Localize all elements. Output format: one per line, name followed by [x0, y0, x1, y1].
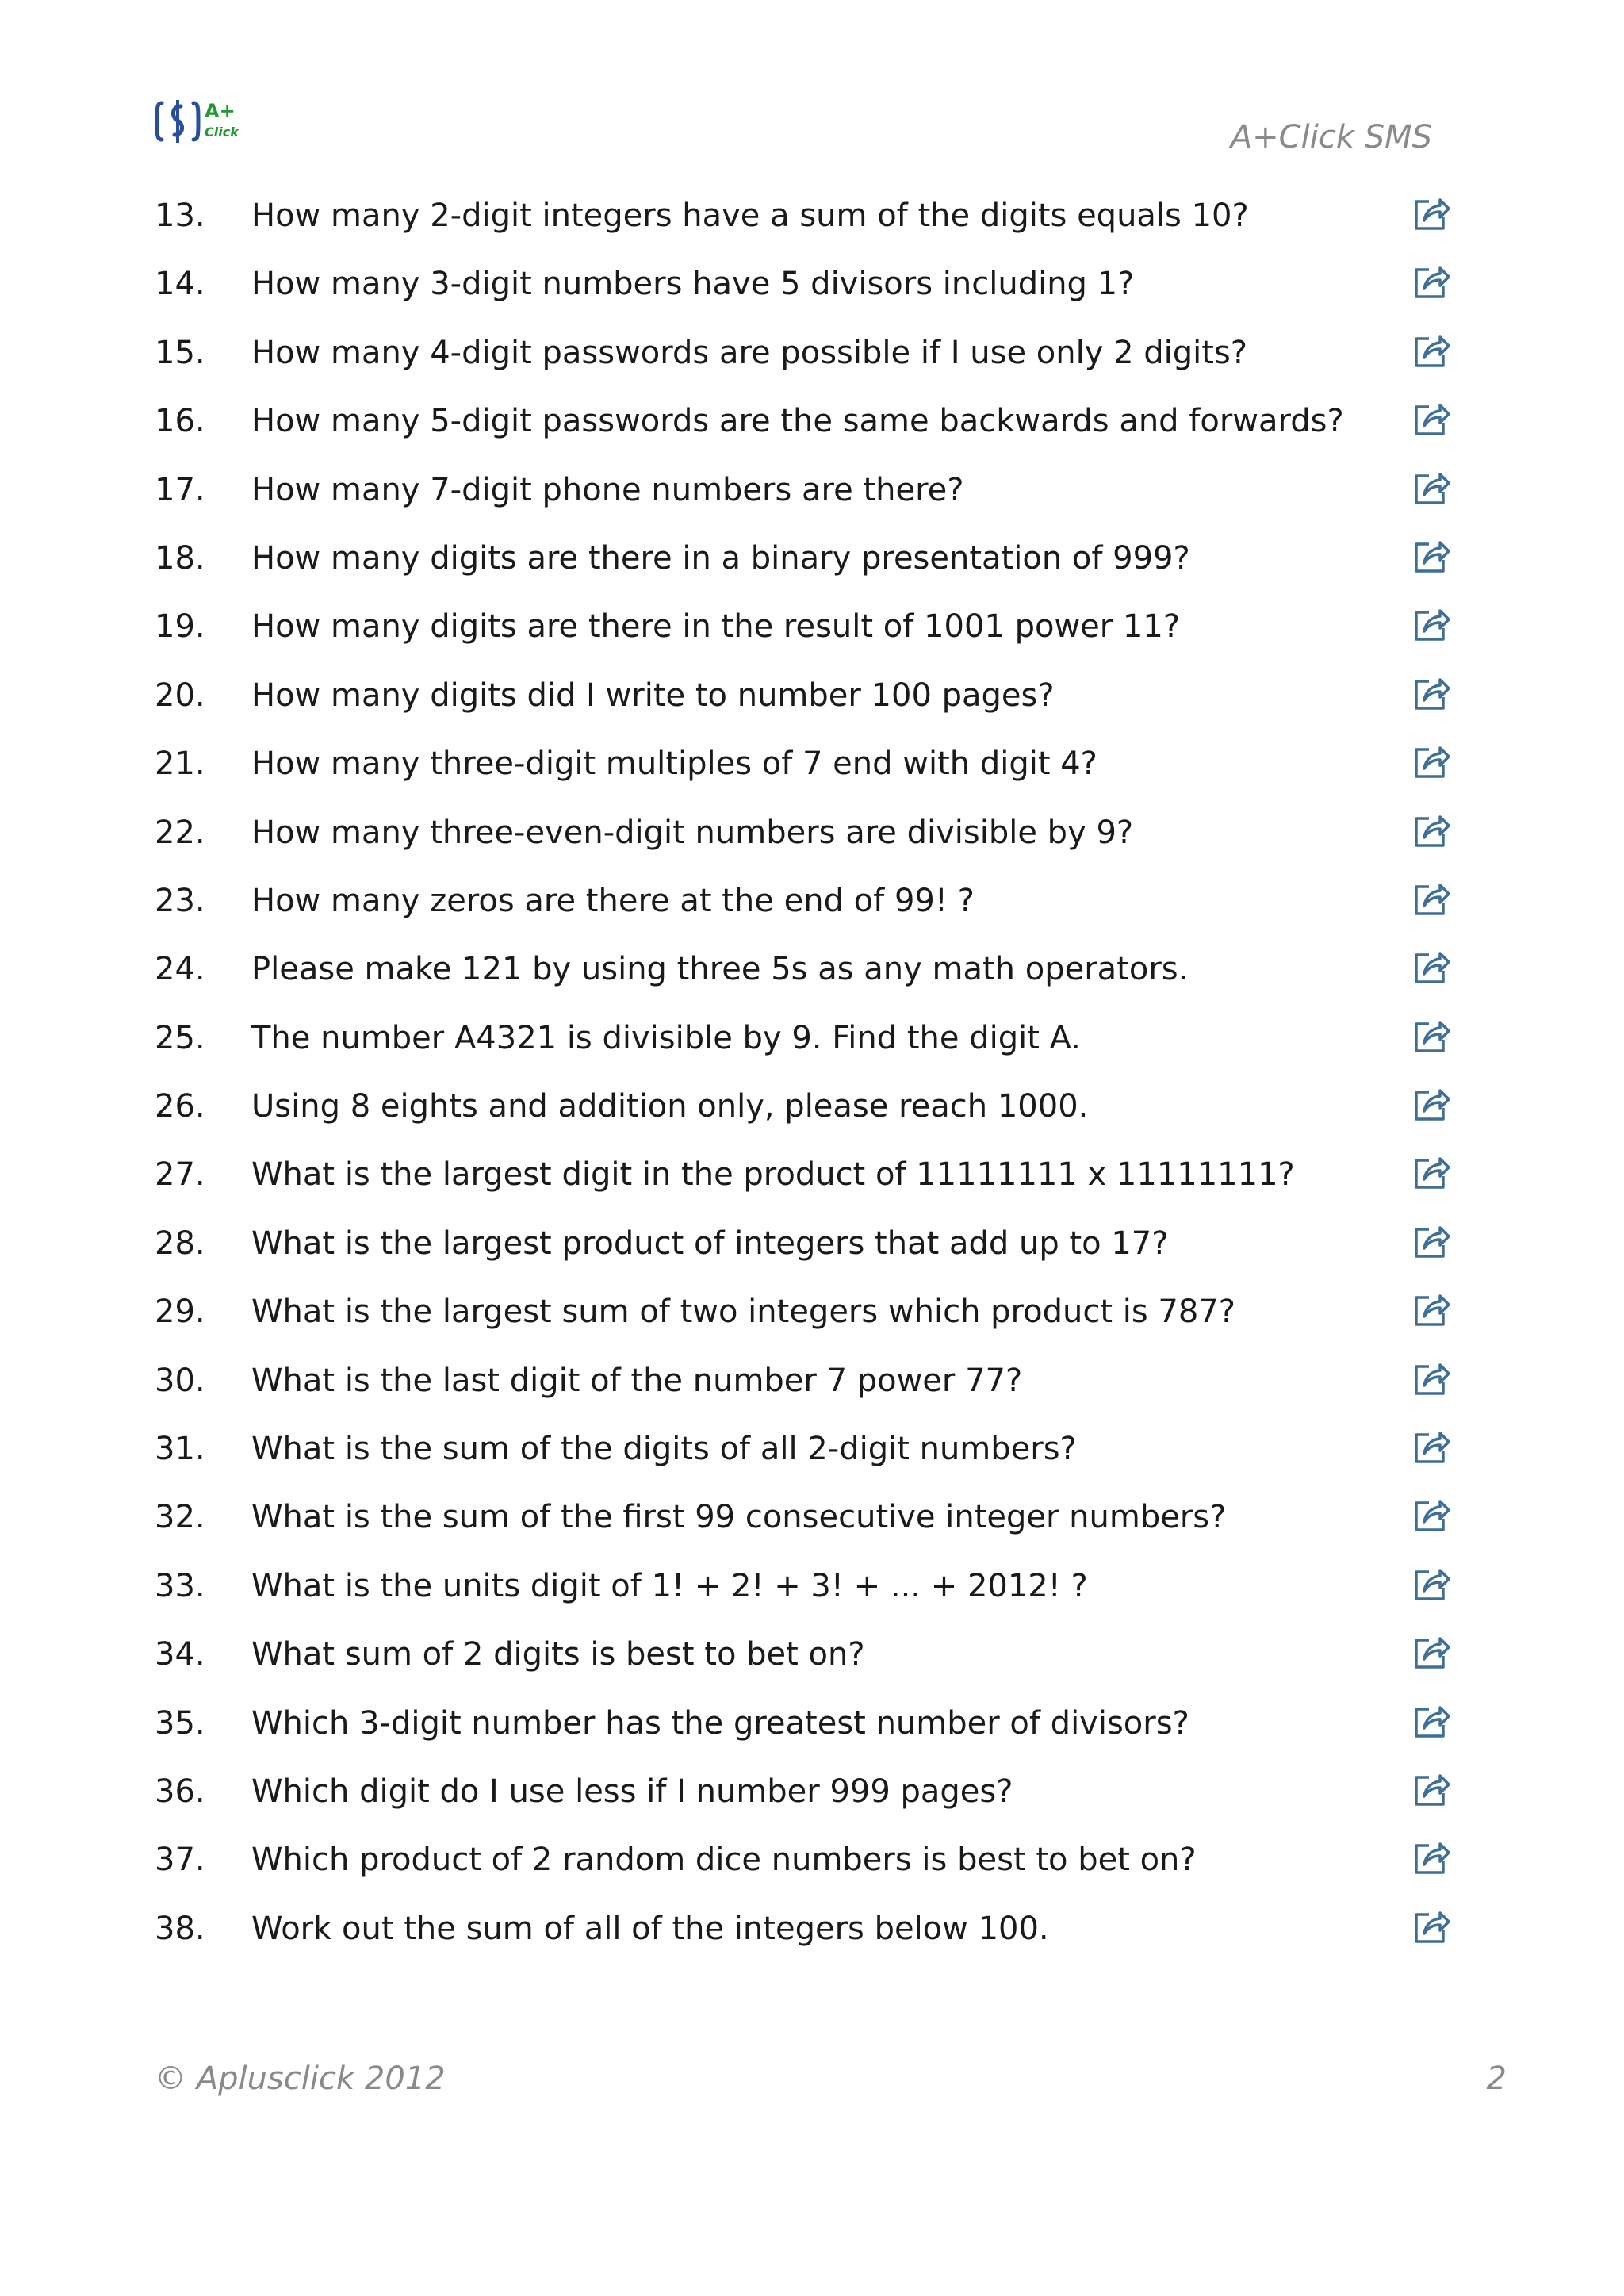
- external-link-icon[interactable]: [1411, 1084, 1451, 1124]
- external-link-icon[interactable]: [1411, 811, 1451, 850]
- question-number: 29.: [155, 1294, 205, 1331]
- question-row: [155, 738, 1463, 807]
- question-row: [155, 1492, 1463, 1560]
- logo-text-top: A+: [205, 100, 236, 122]
- question-text: What is the sum of the first 99 consecutive integer numbers?: [251, 1499, 1227, 1536]
- question-text: Which 3-digit number has the greatest number of divisors?: [251, 1704, 1189, 1742]
- question-text: Which digit do I use less if I number 999 pages?: [251, 1773, 1013, 1810]
- external-link-icon[interactable]: [1411, 1701, 1451, 1741]
- logo-text-bottom: Click: [205, 125, 239, 140]
- footer-copyright: © Aplusclick 2012: [155, 2060, 446, 2097]
- question-number: 25.: [155, 1019, 205, 1056]
- external-link-icon[interactable]: [1411, 1427, 1451, 1466]
- external-link-icon[interactable]: [1411, 536, 1451, 576]
- question-number: 32.: [155, 1499, 205, 1536]
- header-title: A+Click SMS: [1230, 119, 1432, 155]
- question-row: [155, 670, 1463, 738]
- question-number: 36.: [155, 1773, 205, 1810]
- question-number: 23.: [155, 882, 205, 919]
- external-link-icon[interactable]: [1411, 262, 1451, 301]
- question-number: 27.: [155, 1156, 205, 1194]
- question-number: 26.: [155, 1088, 205, 1125]
- question-list: [155, 190, 1463, 1972]
- external-link-icon[interactable]: [1411, 331, 1451, 370]
- question-number: 15.: [155, 334, 205, 371]
- external-link-icon[interactable]: [1411, 1221, 1451, 1261]
- question-row: [155, 190, 1463, 259]
- external-link-icon[interactable]: [1411, 742, 1451, 781]
- external-link-icon[interactable]: [1411, 1769, 1451, 1809]
- external-link-icon[interactable]: [1411, 1495, 1451, 1535]
- external-link-icon[interactable]: [1411, 1632, 1451, 1672]
- question-row: [155, 1081, 1463, 1149]
- external-link-icon[interactable]: [1411, 1564, 1451, 1604]
- question-row: [155, 1149, 1463, 1217]
- question-number: 17.: [155, 471, 205, 508]
- question-text: How many 7-digit phone numbers are there?: [251, 471, 964, 508]
- question-text: Which product of 2 random dice numbers is best to bet on?: [251, 1842, 1197, 1879]
- question-text: Using 8 eights and addition only, please reach 1000.: [251, 1088, 1089, 1125]
- question-row: [155, 259, 1463, 327]
- question-text: What is the largest sum of two integers which product is 787?: [251, 1294, 1235, 1331]
- question-number: 24.: [155, 951, 205, 988]
- external-link-icon[interactable]: [1411, 1016, 1451, 1056]
- question-number: 31.: [155, 1431, 205, 1468]
- question-text: What sum of 2 digits is best to bet on?: [251, 1636, 865, 1673]
- question-text: How many 3-digit numbers have 5 divisors including 1?: [251, 266, 1135, 303]
- question-row: [155, 1286, 1463, 1355]
- question-text: How many three-even-digit numbers are divisible by 9?: [251, 814, 1134, 851]
- question-text: The number A4321 is divisible by 9. Find the digit A.: [251, 1019, 1082, 1056]
- question-number: 13.: [155, 197, 205, 234]
- question-text: What is the largest product of integers that add up to 17?: [251, 1225, 1169, 1262]
- question-text: Work out the sum of all of the integers below 100.: [251, 1910, 1049, 1947]
- question-number: 14.: [155, 266, 205, 303]
- question-number: 35.: [155, 1704, 205, 1742]
- question-number: 28.: [155, 1225, 205, 1262]
- question-row: [155, 1698, 1463, 1766]
- external-link-icon[interactable]: [1411, 1838, 1451, 1877]
- external-link-icon[interactable]: [1411, 879, 1451, 918]
- question-number: 20.: [155, 677, 205, 714]
- question-row: [155, 1903, 1463, 1972]
- question-row: [155, 876, 1463, 944]
- question-text: How many 4-digit passwords are possible if I use only 2 digits?: [251, 334, 1248, 371]
- question-text: How many digits are there in a binary presentation of 999?: [251, 539, 1190, 577]
- external-link-icon[interactable]: [1411, 468, 1451, 508]
- external-link-icon[interactable]: [1411, 947, 1451, 987]
- question-row: [155, 944, 1463, 1012]
- question-row: [155, 1424, 1463, 1492]
- question-number: 16.: [155, 403, 205, 440]
- question-text: What is the units digit of 1! + 2! + 3! + ... + 2012! ?: [251, 1567, 1088, 1604]
- external-link-icon[interactable]: [1411, 673, 1451, 713]
- question-row: [155, 807, 1463, 876]
- question-row: [155, 1013, 1463, 1081]
- question-row: [155, 1766, 1463, 1834]
- page-number: 2: [1486, 2060, 1507, 2097]
- question-text: How many 2-digit integers have a sum of the digits equals 10?: [251, 197, 1249, 234]
- question-number: 34.: [155, 1636, 205, 1673]
- question-number: 22.: [155, 814, 205, 851]
- question-number: 18.: [155, 539, 205, 577]
- external-link-icon[interactable]: [1411, 604, 1451, 644]
- question-row: [155, 396, 1463, 464]
- external-link-icon[interactable]: [1411, 399, 1451, 439]
- question-text: Please make 121 by using three 5s as any math operators.: [251, 951, 1189, 988]
- question-text: What is the sum of the digits of all 2-digit numbers?: [251, 1431, 1077, 1468]
- question-number: 19.: [155, 608, 205, 646]
- question-text: What is the largest digit in the product of 11111111 x 11111111?: [251, 1156, 1295, 1194]
- question-number: 37.: [155, 1842, 205, 1879]
- question-row: [155, 1218, 1463, 1286]
- brand-logo: [154, 94, 249, 149]
- question-number: 33.: [155, 1567, 205, 1604]
- question-number: 21.: [155, 746, 205, 783]
- question-number: 30.: [155, 1362, 205, 1399]
- external-link-icon[interactable]: [1411, 194, 1451, 233]
- external-link-icon[interactable]: [1411, 1907, 1451, 1946]
- question-row: [155, 1355, 1463, 1424]
- question-text: How many three-digit multiples of 7 end with digit 4?: [251, 746, 1097, 783]
- question-row: [155, 1561, 1463, 1629]
- question-number: 38.: [155, 1910, 205, 1947]
- question-text: How many 5-digit passwords are the same backwards and forwards?: [251, 403, 1344, 440]
- question-row: [155, 533, 1463, 601]
- question-row: [155, 601, 1463, 669]
- question-row: [155, 465, 1463, 533]
- external-link-icon[interactable]: [1411, 1152, 1451, 1192]
- external-link-icon[interactable]: [1411, 1359, 1451, 1398]
- question-text: What is the last digit of the number 7 power 77?: [251, 1362, 1023, 1399]
- question-text: How many digits did I write to number 100 pages?: [251, 677, 1055, 714]
- question-row: [155, 1834, 1463, 1903]
- question-row: [155, 328, 1463, 396]
- question-text: How many digits are there in the result of 1001 power 11?: [251, 608, 1181, 646]
- question-row: [155, 1629, 1463, 1697]
- question-text: How many zeros are there at the end of 99! ?: [251, 882, 975, 919]
- external-link-icon[interactable]: [1411, 1290, 1451, 1329]
